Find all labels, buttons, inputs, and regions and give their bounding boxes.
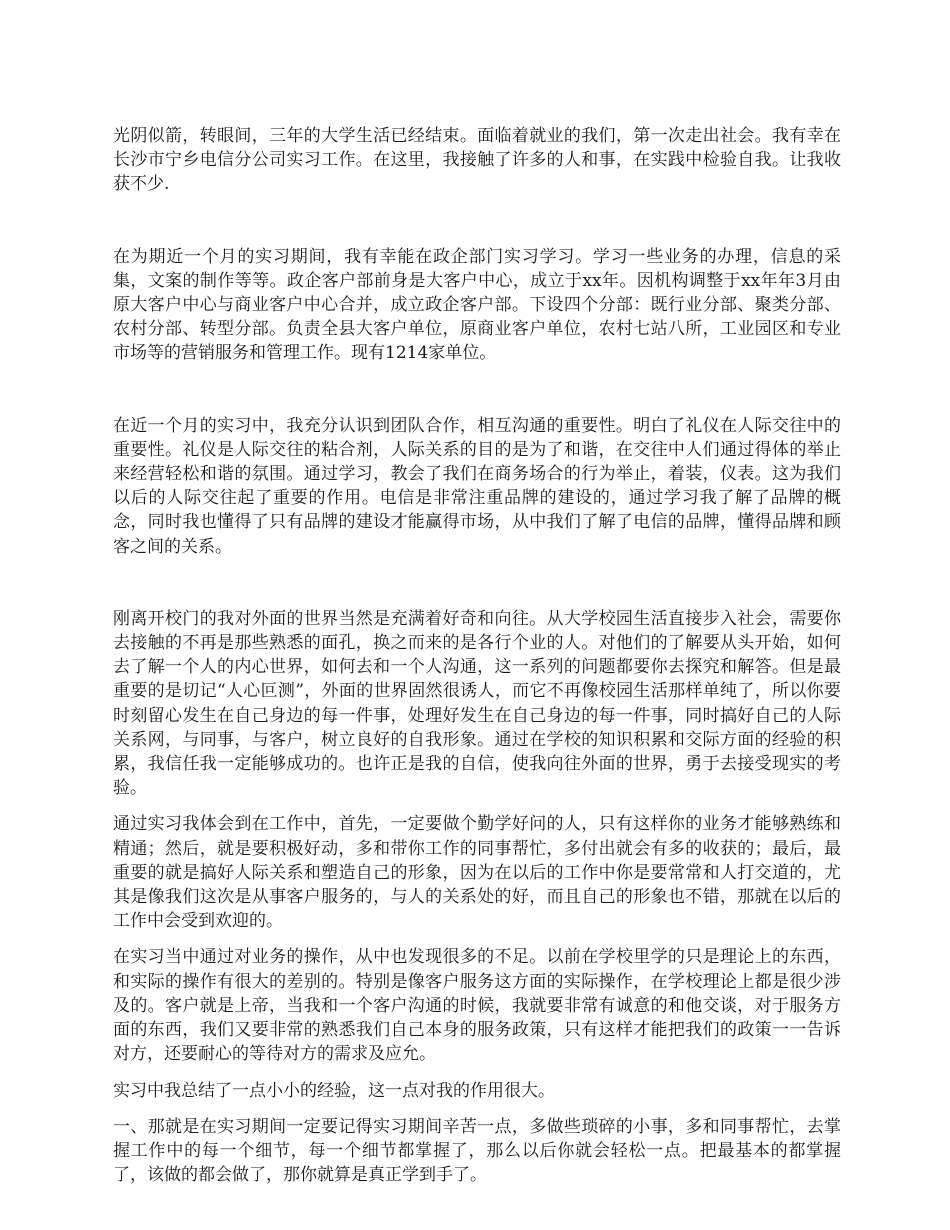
document-body bbox=[113, 124, 841, 1187]
paragraph-internship-department: 在为期近一个月的实习期间，我有幸能在政企部门实习学习。学习一些业务的办理，信息的采集，文案的制作等等。政企客户部前身是大客户中心，成立于xx年。因机构调整于xx年年3月由原大客户中心与商业客户中心合并，成立政企客户部。下设四个分部：既行业分部、聚类分部、农村分部、转型分部。负责全县大客户单位，原商业客户单位，农村七站八所，工业园区和专业市场等的营销服务和管理工作。现有1214家单位。 bbox=[113, 246, 841, 364]
paragraph-experience-summary: 实习中我总结了一点小小的经验，这一点对我的作用很大。 bbox=[113, 1080, 555, 1101]
paragraph-point-one: 一、那就是在实习期间一定要记得实习期间辛苦一点，多做些琐碎的小事，多和同事帮忙，去掌握工作中的每一个细节，每一个细节都掌握了，那么以后你就会轻松一点。把最基本的都掌握了，该做的都会做了，那你就算是真正学到手了。 bbox=[113, 1116, 841, 1186]
paragraph-work-lessons: 通过实习我体会到在工作中，首先，一定要做个勤学好问的人，只有这样你的业务才能够熟练和精通；然后，就是要积极好动，多和带你工作的同事帮忙，多付出就会有多的收获的；最后，最重要的就是搞好人际关系和塑造自己的形象，因为在以后的工作中你是要常常和人打交道的，尤其是像我们这次是从事客户服务的，与人的关系处的好，而且自己的形象也不错，那就在以后的工作中会受到欢迎的。 bbox=[113, 814, 841, 932]
paragraph-shortcomings: 在实习当中通过对业务的操作，从中也发现很多的不足。以前在学校里学的只是理论上的东西，和实际的操作有很大的差别的。特别是像客户服务这方面的实际操作，在学校理论上都是很少涉及的。客户就是上帝，当我和一个客户沟通的时候，我就要非常有诚意的和他交谈，对于服务方面的东西，我们又要非常的熟悉我们自己本身的服务政策，只有这样才能把我们的政策一一告诉对方，还要耐心的等待对方的需求及应允。 bbox=[113, 947, 841, 1065]
paragraph-teamwork-etiquette: 在近一个月的实习中，我充分认识到团队合作，相互沟通的重要性。明白了礼仪在人际交往中的重要性。礼仪是人际交往的粘合剂，人际关系的目的是为了和谐，在交往中人们通过得体的举止来经营轻松和谐的氛围。通过学习，教会了我们在商务场合的行为举止，着装，仪表。这为我们以后的人际交往起了重要的作用。电信是非常注重品牌的建设的，通过学习我了解了品牌的概念，同时我也懂得了只有品牌的建设才能赢得市场，从中我们了解了电信的品牌，懂得品牌和顾客之间的关系。 bbox=[113, 415, 841, 557]
paragraph-intro: 光阴似箭，转眼间，三年的大学生活已经结束。面临着就业的我们，第一次走出社会。我有幸在长沙市宁乡电信分公司实习工作。在这里，我接触了许多的人和事，在实践中检验自我。让我收获不少. bbox=[113, 126, 841, 195]
paragraph-outside-world: 刚离开校门的我对外面的世界当然是充满着好奇和向往。从大学校园生活直接步入社会，需要你去接触的不再是那些熟悉的面孔，换之而来的是各行个业的人。对他们的了解要从头开始，如何去了解一个人的内心世界，如何去和一个人沟通，这一系列的问题都要你去探究和解答。但是最重要的是切记“人心叵测”，外面的世界固然很诱人，而它不再像校园生活那样单纯了，所以你要时刻留心发生在自己身边的每一件事，处理好发生在自己身边的每一件事，同时搞好自己的人际关系网，与同事，与客户，树立良好的自我形象。通过在学校的知识积累和交际方面的经验的积累，我信任我一定能够成功的。也许正是我的自信，使我向往外面的世界，勇于去接受现实的考验。 bbox=[113, 608, 841, 799]
